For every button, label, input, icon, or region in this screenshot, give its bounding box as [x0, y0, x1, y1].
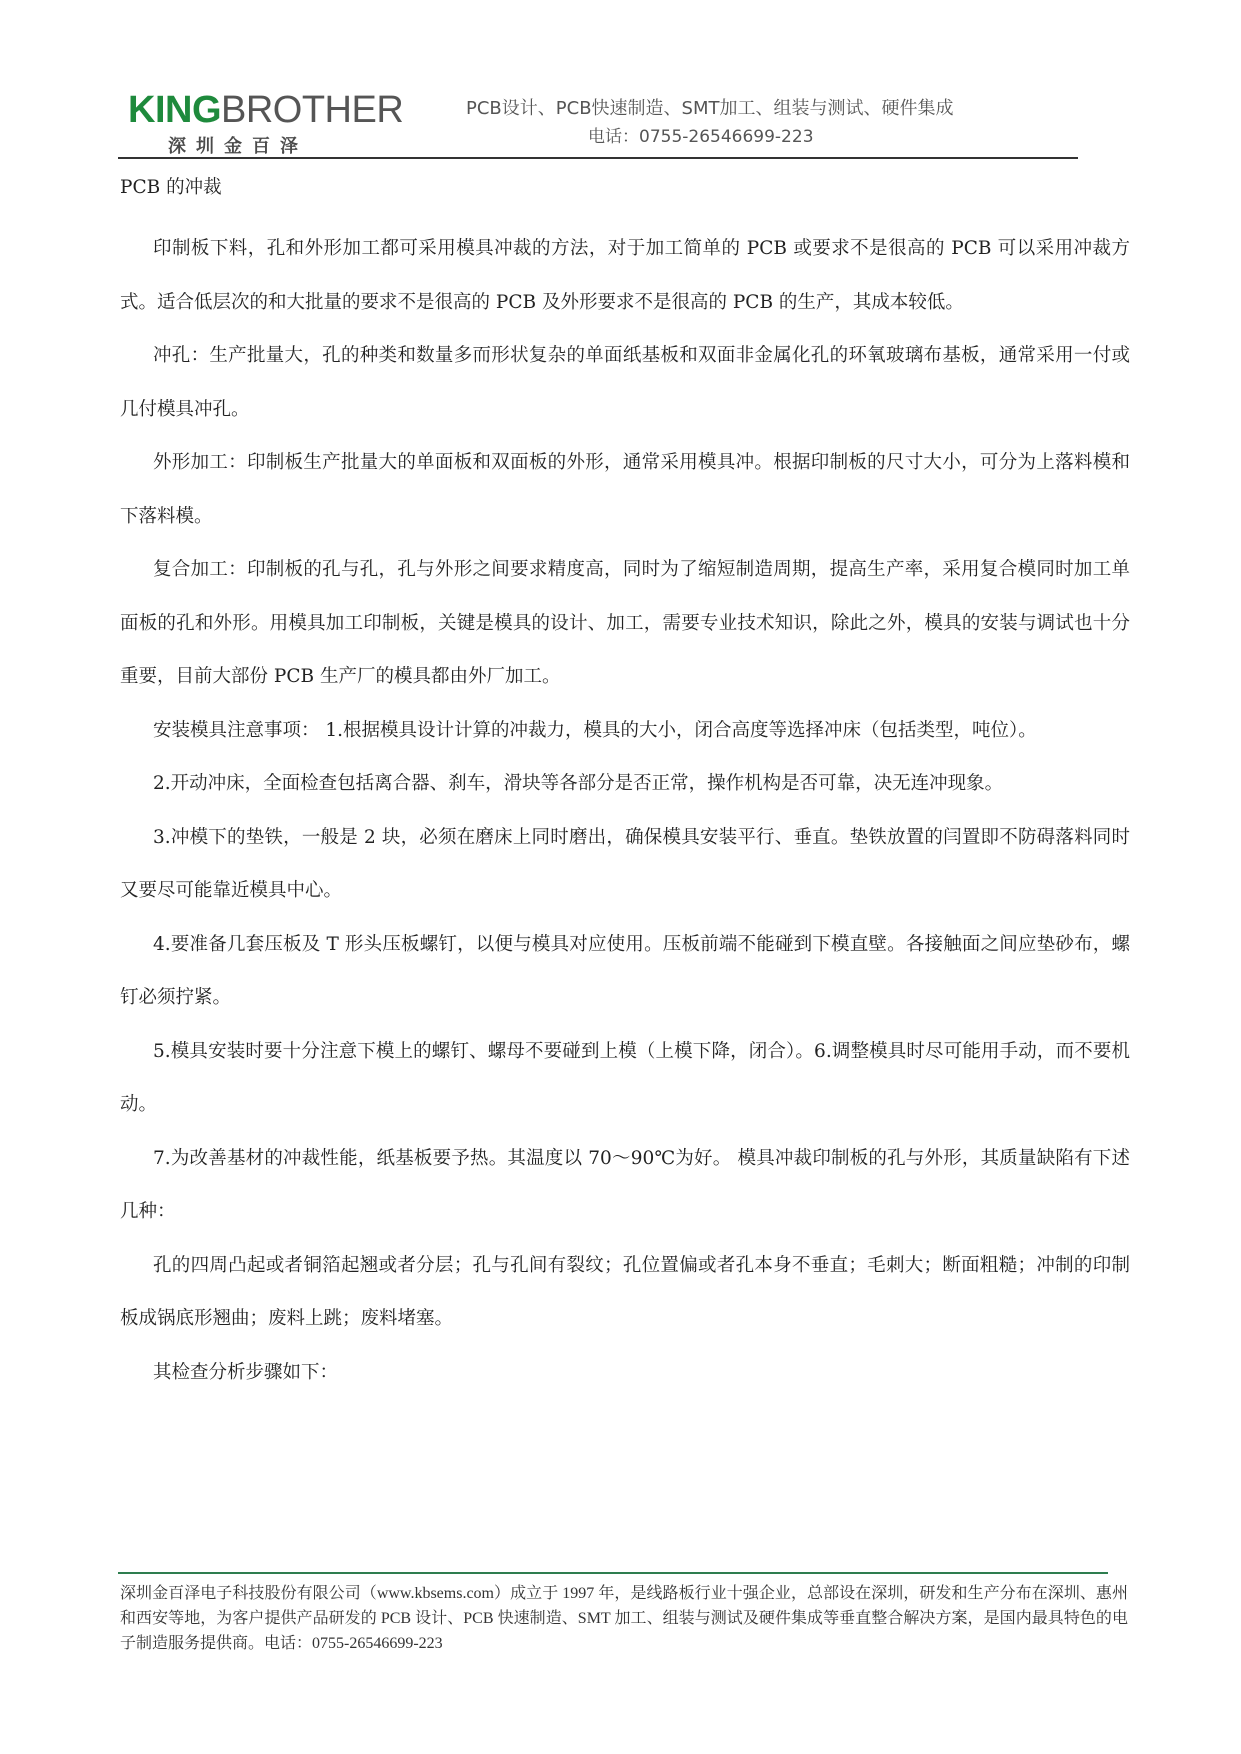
document-title: PCB 的冲裁 [120, 177, 222, 198]
logo-wordmark [128, 90, 408, 130]
page-header [118, 84, 1078, 156]
page-footer: 深圳金百泽电子科技股份有限公司（www.kbsems.com）成立于 1997 年，是线路板行业十强企业，总部设在深圳，研发和生产分布在深圳、惠州和西安等地，为客户提供产品研发的 PCB 设计、PCB 快速制造、SMT 加工、组装与测试及硬件集成等垂直整合解决方案，是国内最具特色的电子制造服务提供商。电话：0755-26546699-223 [120, 1585, 1128, 1652]
paragraph: 7.为改善基材的冲裁性能，纸基板要予热。其温度以 70～90℃为好。 模具冲裁印制板的孔与外形，其质量缺陷有下述几种： [120, 1147, 1130, 1222]
logo-subtitle: 深圳金百泽 [168, 136, 308, 157]
paragraph: 复合加工：印制板的孔与孔，孔与外形之间要求精度高，同时为了缩短制造周期，提高生产率，采用复合模同时加工单面板的孔和外形。用模具加工印制板，关键是模具的设计、加工，需要专业技术知识，除此之外，模具的安装与调试也十分重要，目前大部份 PCB 生产厂的模具都由外厂加工。 [120, 559, 1130, 687]
header-phone: 电话：0755-26546699-223 [588, 127, 814, 147]
paragraph: 4.要准备几套压板及 T 形头压板螺钉，以便与模具对应使用。压板前端不能碰到下模直壁。各接触面之间应垫砂布，螺钉必须拧紧。 [120, 933, 1130, 1008]
paragraph: 孔的四周凸起或者铜箔起翘或者分层；孔与孔间有裂纹；孔位置偏或者孔本身不垂直；毛刺大；断面粗糙；冲制的印制板成锅底形翘曲；废料上跳；废料堵塞。 [120, 1254, 1130, 1329]
paragraph: 安装模具注意事项： 1.根据模具设计计算的冲裁力，模具的大小，闭合高度等选择冲床（包括类型，吨位）。 [153, 719, 1037, 741]
logo-brother-text: BROTHER [221, 89, 404, 131]
document-body [120, 168, 1130, 1399]
paragraph: 2.开动冲床，全面检查包括离合器、刹车，滑块等各部分是否正常，操作机构是否可靠，决无连冲现象。 [153, 773, 1004, 794]
paragraph: 冲孔：生产批量大，孔的种类和数量多而形状复杂的单面纸基板和双面非金属化孔的环氧玻璃布基板，通常采用一付或几付模具冲孔。 [120, 345, 1130, 420]
footer-divider [118, 1572, 1108, 1574]
paragraph: 其检查分析步骤如下： [153, 1361, 339, 1383]
paragraph: 3.冲模下的垫铁，一般是 2 块，必须在磨床上同时磨出，确保模具安装平行、垂直。垫铁放置的闫置即不防碍落料同时又要尽可能靠近模具中心。 [120, 826, 1130, 901]
paragraph: 外形加工：印制板生产批量大的单面板和双面板的外形，通常采用模具冲。根据印制板的尺寸大小，可分为上落料模和下落料模。 [120, 452, 1130, 527]
header-tagline: PCB设计、PCB快速制造、SMT加工、组装与测试、硬件集成 [466, 98, 954, 119]
header-divider [118, 157, 1078, 159]
logo-king-text: KING [128, 89, 221, 131]
paragraph: 5.模具安装时要十分注意下模上的螺钉、螺母不要碰到上模（上模下降，闭合）。6.调整模具时尽可能用手动，而不要机动。 [120, 1040, 1130, 1115]
paragraph: 印制板下料，孔和外形加工都可采用模具冲裁的方法，对于加工简单的 PCB 或要求不是很高的 PCB 可以采用冲裁方式。适合低层次的和大批量的要求不是很高的 PCB 及外形要求不是很高的 PCB 的生产，其成本较低。 [120, 238, 1130, 313]
company-logo [128, 90, 408, 158]
